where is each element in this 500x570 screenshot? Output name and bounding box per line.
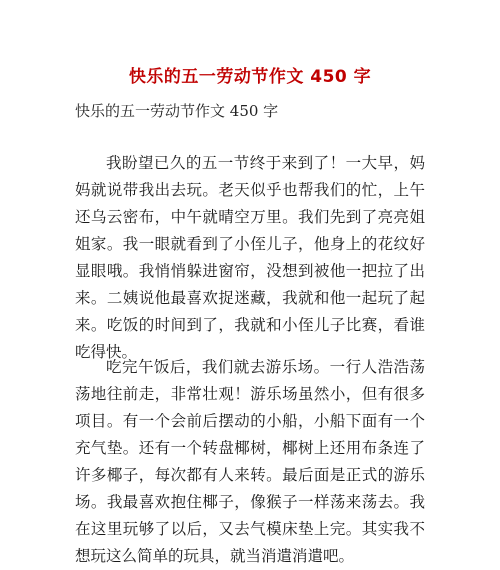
paragraph-1: 我盼望已久的五一节终于来到了！一大早，妈妈就说带我出去玩。老天似乎也帮我们的忙，上午还乌云密布，中午就晴空万里。我们先到了亮亮姐姐家。我一眼就看到了小侄儿子，他身上的花纹好显眼哦。我悄悄躲进窗帘，没想到被他一把拉了出来。二姨说他最喜欢捉迷藏，我就和他一起玩了起来。吃饭的时间到了，我就和小侄儿子比赛，看谁吃得快。: [75, 154, 425, 361]
paragraph-2: 吃完午饭后，我们就去游乐场。一行人浩浩荡荡地往前走，非常壮观！游乐场虽然小，但有很多项目。有一个会前后摆动的小船，小船下面有一个充气垫。还有一个转盘椰树，椰树上还用布条连了许多椰子，每次都有人来转。最后面是正式的游乐场。我最喜欢抱住椰子，像猴子一样荡来荡去。我在这里玩够了以后，又去气模床垫上完。其实我不想玩这么简单的玩具，就当消遣消遣吧。: [75, 358, 425, 565]
document-title: 快乐的五一劳动节作文 450 字: [128, 67, 372, 87]
document-subtitle: 快乐的五一劳动节作文 450 字: [75, 102, 279, 120]
